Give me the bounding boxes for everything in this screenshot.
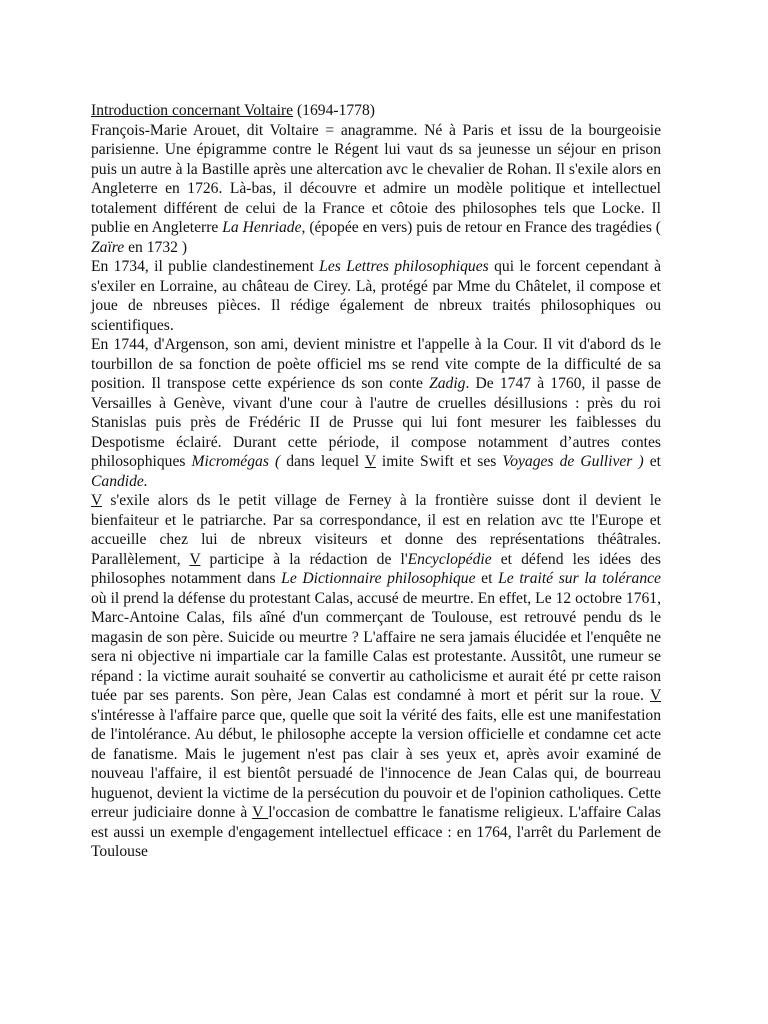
title-label: Introduction concernant Voltaire bbox=[91, 102, 294, 119]
italic-title: Micromégas ( bbox=[191, 453, 281, 470]
underlined-abbrev: V bbox=[189, 550, 201, 568]
text-run: En 1744, d'Argenson, son ami, devient ministre et l'appelle à la Cour. Il vit d'abord ds le tourbillon de sa fonction de poète officiel ms se rend vite compte de la difficulté de sa position. Il transpose cette expérience ds son conte bbox=[91, 336, 661, 392]
text-run: l'occasion de combattre le fanatisme religieux. L'affaire Calas est aussi un exemple d'engagement intellectuel efficace : en 1764, l'arrêt du Parlement de Toulouse bbox=[91, 804, 661, 860]
document-page bbox=[91, 101, 661, 862]
text-run: participe à la rédaction de l' bbox=[200, 550, 408, 568]
text-run: dans lequel bbox=[280, 453, 365, 470]
title-dates: (1694-1778) bbox=[293, 102, 375, 119]
paragraph bbox=[91, 491, 661, 862]
document-title bbox=[91, 101, 661, 121]
text-run: En 1734, il publie clandestinement bbox=[91, 258, 320, 275]
underlined-abbrev: V bbox=[252, 804, 269, 821]
italic-title: Le Dictionnaire philosophique bbox=[281, 570, 476, 587]
italic-title: Candide. bbox=[91, 472, 148, 490]
body-text bbox=[91, 121, 661, 862]
text-run: , (épopée en vers) puis de retour en France des tragédies ( bbox=[301, 219, 662, 236]
underlined-abbrev: V bbox=[364, 453, 376, 470]
text-run: qui le forcent cependant à s'exiler en Lorraine, au château de Cirey. Là, protégé par Mme du Châtelet, il compose et joue de nbreuses pièces. Il rédige également de nbreux traités philosophiques ou scientifiques. bbox=[91, 258, 661, 334]
italic-title: Le traité sur la tolérance bbox=[498, 570, 661, 587]
text-run: où il prend la défense du protestant Calas, accusé de meurtre. En effet, Le 12 octobre 1761, Marc-Antoine Calas, fils aîné d'un commerçant de Toulouse, est retrouvé pendu ds le magasin de son père. Suicide ou meurtre ? L'affaire ne sera jamais élucidée et l'enquête ne sera ni objective ni impartiale car la famille Calas est protestante. Aussitôt, une rumeur se répand : la victime aurait souhaité se convertir au catholicisme et aurait été pr cette raison tuée par ses parents. Son père, Jean Calas est condamné à mort et périt sur la roue. bbox=[91, 589, 661, 704]
italic-title: Zadig bbox=[429, 375, 466, 392]
text-run: imite Swift et ses bbox=[375, 453, 503, 470]
text-run: s'intéresse à l'affaire parce que, quelle que soit la vérité des faits, elle est une manifestation de l'intolérance. Au début, le philosophe accepte la version officielle et condamne cet acte de fanatisme. Mais le jugement n'est pas clair à ses yeux et, après avoir examiné de nouveau l'affaire, il est bientôt persuadé de l'innocence de Jean Calas qui, de bourreau huguenot, devient la victime de la persécution du pouvoir et de l'opinion catholiques. Cette erreur judiciaire donne à bbox=[91, 706, 661, 821]
underlined-abbrev: V bbox=[650, 687, 661, 704]
paragraph bbox=[91, 335, 661, 491]
text-run: et défend les idées des philosophes notamment dans bbox=[91, 550, 661, 587]
text-run: et bbox=[643, 453, 661, 470]
text-run: François-Marie Arouet, dit Voltaire = anagramme. Né à Paris et issu de la bourgeoisie parisienne. Une épigramme contre le Régent lui vaut ds sa jeunesse un séjour en prison puis un autre à la Bastille après une altercation avc le chevalier de Rohan. Il s'exile alors en Angleterre en 1726. Là-bas, il découvre et admire un modèle politique et intellectuel totalement différent de celui de la France et côtoie des philosophes tels que Locke. Il publie en Angleterre bbox=[91, 121, 661, 236]
italic-title: Les Lettres philosophiques bbox=[319, 258, 489, 275]
italic-title: Zaïre bbox=[91, 238, 125, 256]
paragraph bbox=[91, 257, 661, 335]
italic-title: La Henriade bbox=[222, 219, 302, 236]
text-run: s'exile alors ds le petit village de Ferney à la frontière suisse dont il devient le bienfaiteur et le patriarche. Par sa correspondance, il est en relation avc tte l'Europe et accueille chez lui de nbreux visiteurs et donne des représentations théâtrales. Parallèlement, bbox=[91, 492, 661, 568]
text-run: et bbox=[475, 570, 499, 587]
text-run: en 1732 ) bbox=[124, 238, 188, 256]
text-run: . De 1747 à 1760, il passe de Versailles à Genève, vivant d'une cour à l'autre de cruelles désillusions : près du roi Stanislas puis près de Frédéric II de Prusse qui lui font mesurer les faiblesses du Despotisme éclairé. Durant cette période, il compose notamment d’autres contes philosophiques bbox=[91, 375, 661, 470]
italic-title: Encyclopédie bbox=[407, 550, 492, 568]
paragraph bbox=[91, 121, 661, 258]
italic-title: Voyages de Gulliver ) bbox=[502, 453, 644, 470]
underlined-abbrev: V bbox=[91, 492, 102, 509]
